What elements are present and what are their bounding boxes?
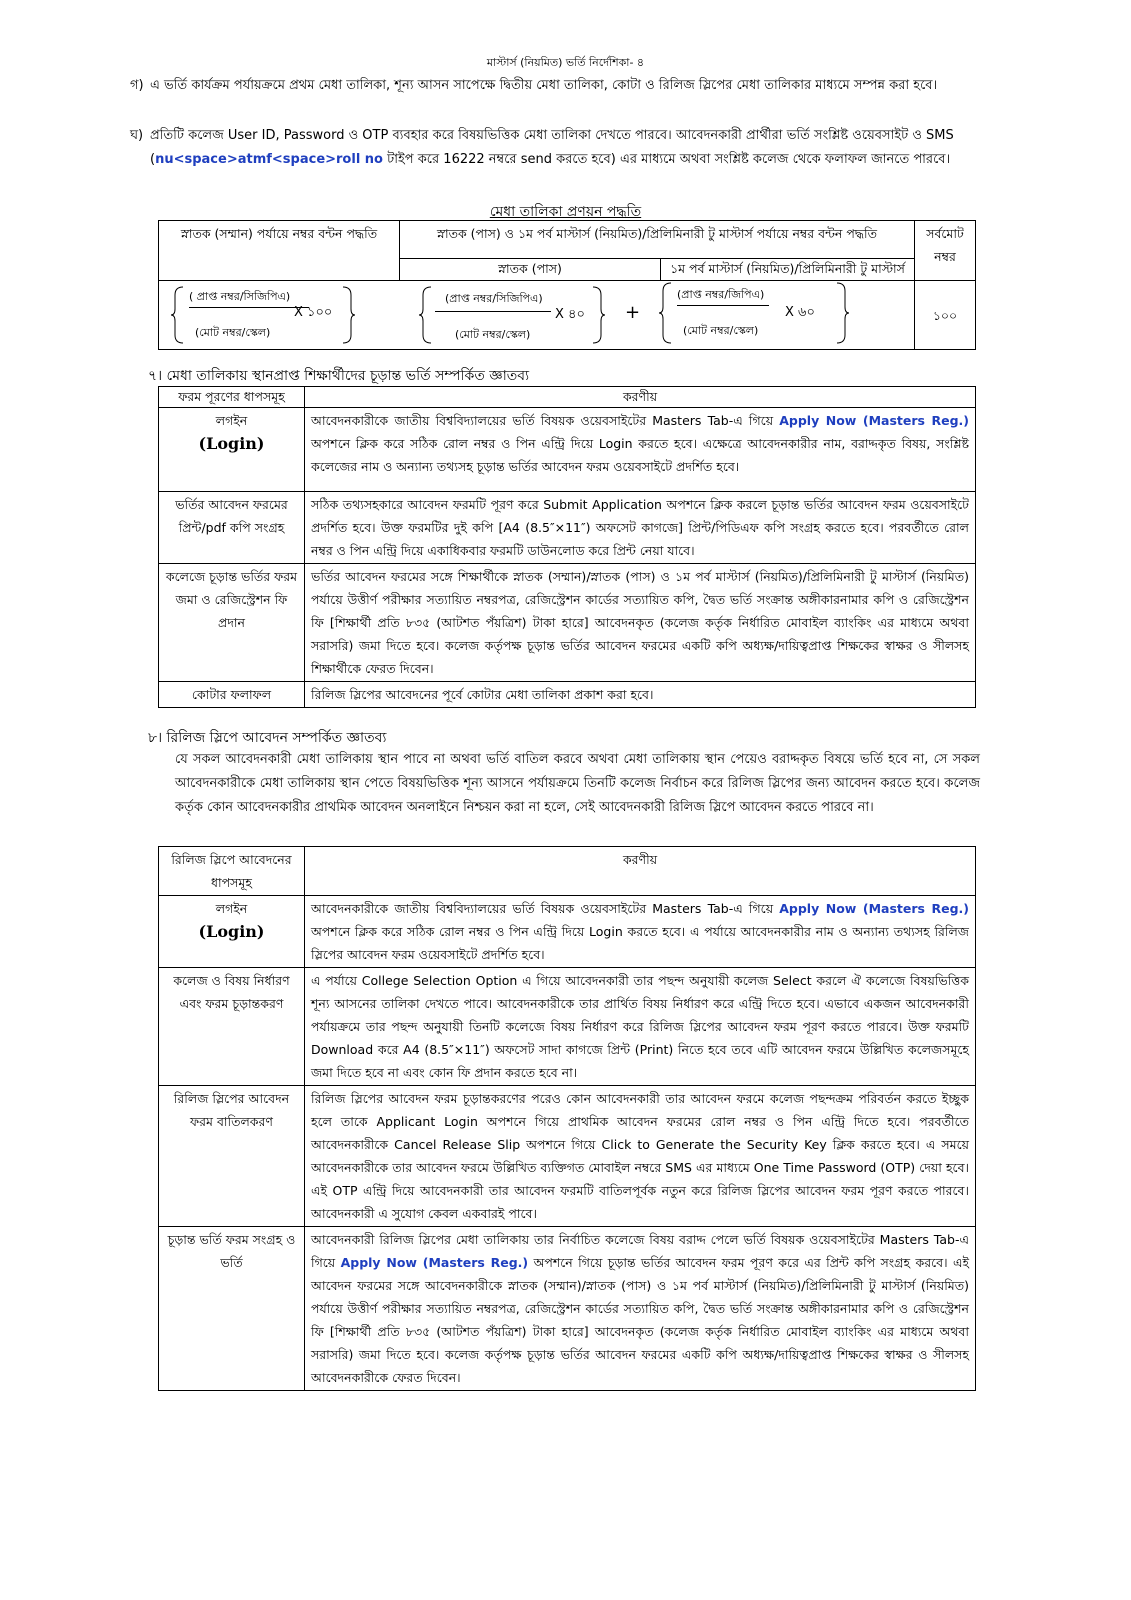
formula-3-close-brace: [835, 281, 849, 353]
formula-2-close-brace: [591, 285, 605, 353]
plus-sign: +: [625, 302, 641, 323]
merit-caption: মেধা তালিকা প্রণয়ন পদ্ধতি: [489, 204, 642, 220]
sec8-col-actions: করণীয়: [305, 847, 976, 896]
login-label: লগইন: [215, 413, 248, 428]
sec7-row-submit-text: ভর্তির আবেদন ফরমের সঙ্গে শিক্ষার্থীকে স্নাতক (সম্মান)/স্নাতক (পাস) ও ১ম পর্ব মাস্টার্স (নিয়মিত)/প্রিলিমিনারী টু মাস্টার্স (নিয়মিত) পর্যায়ে উত্তীর্ণ পরীক্ষার সত্যায়িত নম্বরপত্র, রেজিস্ট্রেশন কার্ডের সত্যায়িত কপি, দ্বৈত ভর্তি সংক্রান্ত অঙ্গীকারনামার কপি ও রেজিস্ট্রেশন ফি [শিক্ষার্থী প্রতি ৮৩৫ (আটশত পঁয়ত্রিশ) টাকা হারে] আবেদনকৃত (কলেজ কর্তৃক নির্ধারিত মোবাইল ব্যাংকিং এর মাধ্যমে অথবা সরাসরি) জমা দিতে হবে। কলেজ কর্তৃপক্ষ চূড়ান্ত ভর্তির আবেদন ফরমের একটি কপি অধ্যক্ষ/দায়িত্বপ্রাপ্ত শিক্ষকের স্বাক্ষর ও সীলসহ শিক্ষার্থীকে ফেরত দিবেন।: [305, 564, 976, 682]
formula-3-numerator: (প্রাপ্ত নম্বর/জিপিএ): [677, 288, 765, 301]
sec8-row-final-text: আবেদনকারী রিলিজ স্লিপের মেধা তালিকায় তার নির্বাচিত কলেজে বিষয় বরাদ্দ পেলে ভর্তি বিষয়ক ওয়েবসাইটের Masters Tab-এ গিয়ে Apply Now (Masters Reg.) অপশনে গিয়ে চূড়ান্ত ভর্তির আবেদন ফরম পূরণ করে এর প্রিন্ট কপি সংগ্রহ করবে। এই আবেদন ফরমের সঙ্গে আবেদনকারীকে স্নাতক (সম্মান)/স্নাতক (পাস) ও ১ম পর্ব মাস্টার্স (নিয়মিত)/প্রিলিমিনারী টু মাস্টার্স (নিয়মিত) পর্যায়ে উত্তীর্ণ পরীক্ষার সত্যায়িত নম্বরপত্র, রেজিস্ট্রেশন কার্ডের সত্যায়িত কপি, দ্বৈত ভর্তি সংক্রান্ত অঙ্গীকারনামার কপি ও রেজিস্ট্রেশন ফি [শিক্ষার্থী প্রতি ৮৩৫ (আটশত পঁয়ত্রিশ) টাকা হারে] আবেদনকৃত (কলেজ কর্তৃক নির্ধারিত মোবাইল ব্যাংকিং এর মাধ্যমে অথবা সরাসরি) জমা দিতে হবে। কলেজ কর্তৃপক্ষ চূড়ান্ত ভর্তির আবেদন ফরমের একটি কপি অধ্যক্ষ/দায়িত্বপ্রাপ্ত শিক্ষকের স্বাক্ষর ও সীলসহ আবেদনকারীকে ফেরত দিবেন।: [305, 1227, 976, 1391]
para-gh-text-1: প্রতিটি কলেজ User ID, Password ও OTP ব্যবহার করে বিষয়ভিত্তিক মেধা তালিকা দেখতে পারবে। আবেদনকারী প্রার্থীরা ভর্তি সংশ্লিষ্ট ওয়েবসাইট ও SMS (: [150, 128, 954, 167]
formula-2-line: [435, 311, 551, 312]
formula-3-open-brace: [659, 281, 673, 353]
login-label-en: (Login): [198, 922, 265, 941]
formula-2-open-brace: [419, 285, 433, 353]
para-gh-text-2: টাইপ করে 16222 নম্বরে send করতে হবে) এর মাধ্যমে অথবা সংশ্লিষ্ট কলেজ থেকে ফলাফল জানতে পারবে।: [383, 152, 951, 167]
para-gh: [130, 124, 980, 172]
sec8-row-cancel-step: রিলিজ স্লিপের আবেদন ফরম বাতিলকরণ: [159, 1086, 305, 1227]
sec8-table: [158, 846, 976, 1391]
sec7-heading: ৭। মেধা তালিকায় স্থানপ্রাপ্ত শিক্ষার্থীদের চূড়ান্ত ভর্তি সম্পর্কিত জ্ঞাতব্য: [148, 368, 530, 384]
para-g: [130, 74, 980, 98]
sec7-row-login-text: আবেদনকারীকে জাতীয় বিশ্ববিদ্যালয়ের ভর্তি বিষয়ক ওয়েবসাইটের Masters Tab-এ গিয়ে Apply Now (Masters Reg.) অপশনে ক্লিক করে সঠিক রোল নম্বর ও পিন এন্ট্রি দিয়ে Login করতে হবে। এক্ষেত্রে আবেদনকারীর নাম, বরাদ্দকৃত বিষয়, সংশ্লিষ্ট কলেজের নাম ও অন্যান্য তথ্যসহ চূড়ান্ত ভর্তির আবেদন ফরম ওয়েবসাইটে প্রদর্শিত হবে।: [305, 408, 976, 492]
formula-1-open-brace: [171, 285, 185, 353]
para-g-text: এ ভর্তি কার্যক্রম পর্যায়ক্রমে প্রথম মেধা তালিকা, শূন্য আসন সাপেক্ষে দ্বিতীয় মেধা তালিকা, কোটা ও রিলিজ স্লিপের মেধা তালিকার মাধ্যমে সম্পন্ন করা হবে।: [150, 78, 938, 93]
formula-2-denominator: (মোট নম্বর/স্কেল): [455, 328, 531, 341]
sec7-row-login-step: [159, 408, 305, 492]
merit-formula-row: [159, 281, 915, 350]
sec7-table: [158, 386, 976, 708]
merit-total: ১০০: [915, 281, 976, 350]
formula-1-denominator: (মোট নম্বর/স্কেল): [195, 326, 271, 339]
apply-now-link[interactable]: Apply Now (Masters Reg.): [779, 901, 969, 916]
sec8-intro: যে সকল আবেদনকারী মেধা তালিকায় স্থান পাবে না অথবা ভর্তি বাতিল করবে অথবা মেধা তালিকায় স্থান পেয়েও বরাদ্দকৃত বিষয়ে ভর্তি হবে না, সে সকল আবেদনকারীকে মেধা তালিকায় স্থান পেতে বিষয়ভিত্তিক শূন্য আসনে পর্যায়ক্রমে তিনটি কলেজ নির্বাচন করে রিলিজ স্লিপের জন্য আবেদন করতে হবে। কলেজ কর্তৃক কোন আবেদনকারীর প্রাথমিক আবেদন অনলাইনে নিশ্চয়ন করা না হলে, সেই আবেদনকারী রিলিজ স্লিপে আবেদন করতে পারবে না।: [175, 752, 980, 815]
apply-now-link[interactable]: Apply Now (Masters Reg.): [340, 1255, 529, 1270]
para-gh-label: ঘ): [130, 128, 144, 143]
sec7-row-submit-step: কলেজে চূড়ান্ত ভর্তির ফরম জমা ও রেজিস্ট্রেশন ফি প্রদান: [159, 564, 305, 682]
formula-1-close-brace: [341, 285, 355, 353]
formula-2-numerator: (প্রাপ্ত নম্বর/সিজিপিএ): [445, 292, 543, 305]
formula-2-multiplier: X ৪০: [555, 307, 585, 322]
sec8-row-login-step: [159, 896, 305, 968]
sec8-row-cancel-text: রিলিজ স্লিপের আবেদন ফরম চূড়ান্তকরণের পরেও কোন আবেদনকারী তার আবেদন ফরমে কলেজ পছন্দক্রম পরিবর্তন করতে ইচ্ছুক হলে তাকে Applicant Login অপশনে গিয়ে প্রাথমিক আবেদন ফরমের রোল নম্বর ও পিন এন্ট্রি দিতে হবে। পরবর্তীতে আবেদনকারীকে Cancel Release Slip অপশনে গিয়ে Click to Generate the Security Key ক্লিক করতে হবে। এ সময়ে আবেদনকারীকে তার আবেদন ফরমে উল্লিখিত ব্যক্তিগত মোবাইল নম্বরে SMS এর মাধ্যমে One Time Password (OTP) দেয়া হবে। এই OTP এন্ট্রি দিয়ে আবেদনকারী তার আবেদন ফরমটি বাতিলপূর্বক নতুন করে রিলিজ স্লিপের আবেদন ফরম পূরণ করতে পারবে। আবেদনকারী এ সুযোগ কেবল একবারই পাবে।: [305, 1086, 976, 1227]
merit-sub-pass: স্নাতক (পাস): [400, 259, 661, 281]
formula-3-denominator: (মোট নম্বর/স্কেল): [683, 324, 759, 337]
sec8-row-final-step: চূড়ান্ত ভর্তি ফরম সংগ্রহ ও ভর্তি: [159, 1227, 305, 1391]
sec8-row-login-text: আবেদনকারীকে জাতীয় বিশ্ববিদ্যালয়ের ভর্তি বিষয়ক ওয়েবসাইটের Masters Tab-এ গিয়ে Apply Now (Masters Reg.) অপশনে ক্লিক করে সঠিক রোল নম্বর ও পিন এন্ট্রি দিয়ে Login করতে হবে। এ পর্যায়ে আবেদনকারীর নাম ও অন্যান্য তথ্যসহ রিলিজ স্লিপের আবেদন ফরম ওয়েবসাইটে প্রদর্শিত হবে।: [305, 896, 976, 968]
merit-table: [158, 220, 976, 350]
merit-head-total: সর্বমোট নম্বর: [915, 221, 976, 281]
sec8-row-select-text: এ পর্যায়ে College Selection Option এ গিয়ে আবেদনকারী তার পছন্দ অনুযায়ী কলেজ Select করলে ঐ কলেজে বিষয়ভিত্তিক শূন্য আসনের তালিকা দেখতে পাবে। আবেদনকারীকে তার প্রার্থিত বিষয় নির্ধারণ করে এন্ট্রি দিতে হবে। এভাবে একজন আবেদনকারী পর্যায়ক্রমে তার পছন্দ অনুযায়ী তিনটি কলেজে বিষয় নির্ধারণ করে রিলিজ স্লিপের আবেদন ফরম পূরণ করতে পারবে। উক্ত ফরমটি Download করে A4 (8.5″×11″) অফসেট সাদা কাগজে প্রিন্ট (Print) নিতে হবে তবে এটি আবেদন ফরমে উল্লিখিত কলেজসমূহে জমা দিতে হবে না এবং কোন ফি প্রদান করতে হবে না।: [305, 968, 976, 1086]
sms-format: nu<space>atmf<space>roll no: [155, 152, 383, 167]
formula-3-multiplier: X ৬০: [785, 305, 815, 320]
formula-3-line: [677, 305, 769, 306]
merit-head-pass: স্নাতক (পাস) ও ১ম পর্ব মাস্টার্স (নিয়মিত)/প্রিলিমিনারী টু মাস্টার্স পর্যায়ে নম্বর বন্টন পদ্ধতি: [400, 221, 915, 259]
sec8-col-steps: রিলিজ স্লিপে আবেদনের ধাপসমূহ: [159, 847, 305, 896]
sec8-row-select-step: কলেজ ও বিষয় নির্ধারণ এবং ফরম চূড়ান্তকরণ: [159, 968, 305, 1086]
sec7-col-steps: ফরম পূরণের ধাপসমূহ: [159, 387, 305, 408]
sec8-heading: ৮। রিলিজ স্লিপে আবেদন সম্পর্কিত জ্ঞাতব্য: [148, 730, 387, 746]
apply-now-link[interactable]: Apply Now (Masters Reg.): [779, 413, 969, 428]
login-label: লগইন: [215, 901, 248, 916]
login-label-en: (Login): [198, 434, 265, 453]
sec7-col-actions: করণীয়: [305, 387, 976, 408]
formula-1-line: [189, 307, 309, 308]
para-g-label: গ): [130, 78, 144, 93]
sec7-row-print-step: ভর্তির আবেদন ফরমের প্রিন্ট/pdf কপি সংগ্রহ: [159, 492, 305, 564]
formula-1-multiplier: X ১০০: [294, 305, 333, 320]
page-header: মাস্টার্স (নিয়মিত) ভর্তি নির্দেশিকা- ৪: [486, 56, 645, 69]
sec7-row-quota-step: কোটার ফলাফল: [159, 682, 305, 708]
formula-1-numerator: ( প্রাপ্ত নম্বর/সিজিপিএ): [189, 290, 291, 303]
merit-head-honours: স্নাতক (সম্মান) পর্যায়ে নম্বর বন্টন পদ্ধতি: [159, 221, 400, 281]
sec7-row-print-text: সঠিক তথ্যসহকারে আবেদন ফরমটি পূরণ করে Submit Application অপশনে ক্লিক করলে চূড়ান্ত ভর্তির আবেদন ফরম ওয়েবসাইটে প্রদর্শিত হবে। উক্ত ফরমটির দুই কপি [A4 (8.5″×11″) অফসেট কাগজে] প্রিন্ট/পিডিএফ কপি সংগ্রহ করতে হবে। পরবর্তীতে রোল নম্বর ও পিন এন্ট্রি দিয়ে একাধিকবার ফরমটি ডাউনলোড করে প্রিন্ট নেয়া যাবে।: [305, 492, 976, 564]
merit-sub-masters: ১ম পর্ব মাস্টার্স (নিয়মিত)/প্রিলিমিনারী টু মাস্টার্স: [661, 259, 915, 281]
sec7-row-quota-text: রিলিজ স্লিপের আবেদনের পূর্বে কোটার মেধা তালিকা প্রকাশ করা হবে।: [305, 682, 976, 708]
